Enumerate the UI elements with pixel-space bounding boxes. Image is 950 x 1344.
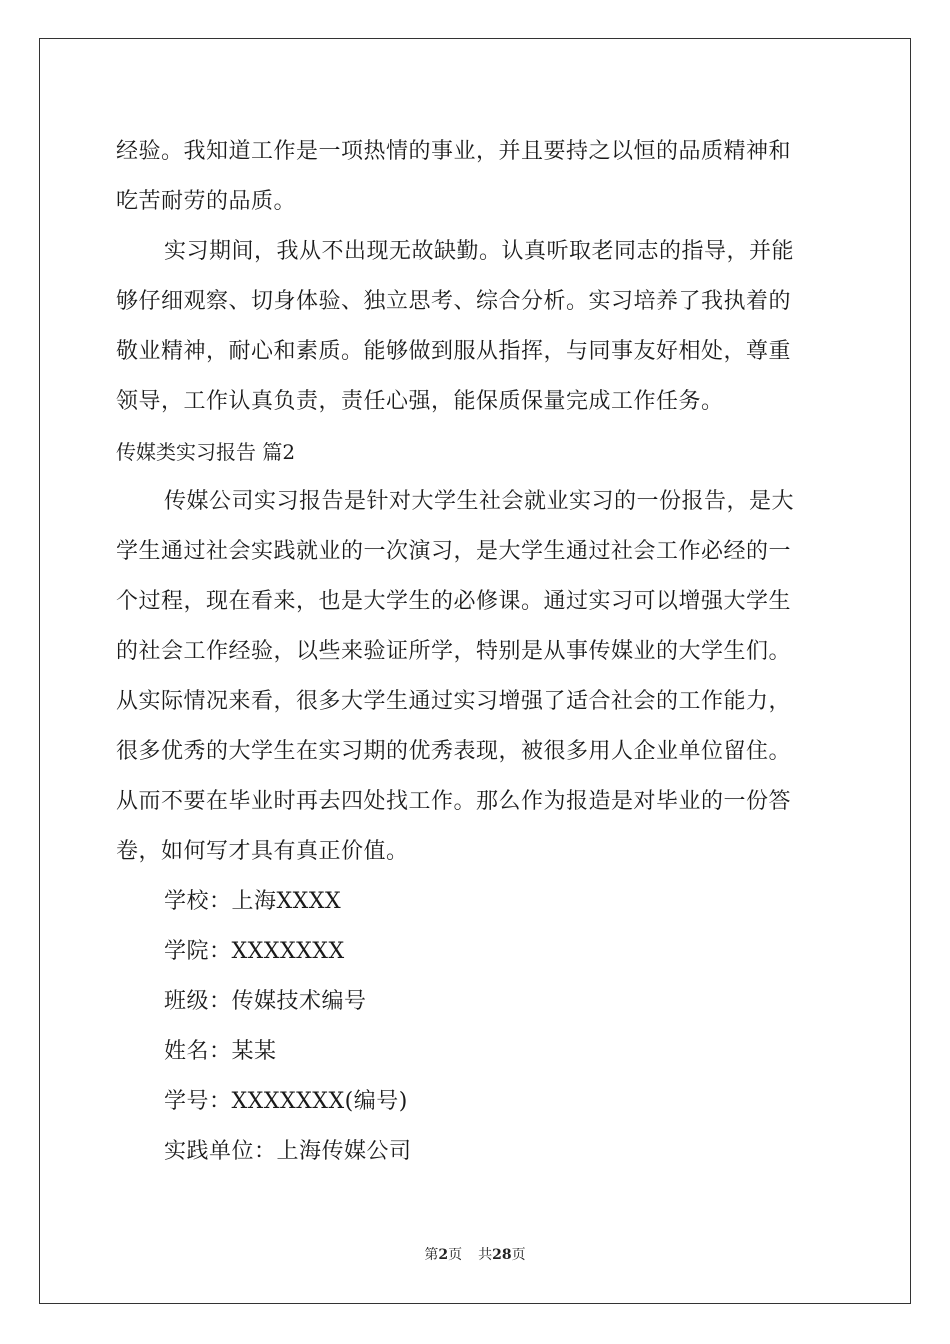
info-item-name: 姓名：某某 [164,1039,277,1064]
paragraph-line: 领导，工作认真负责，责任心强，能保质保量完成工作任务。 [116,389,724,414]
page-prefix: 第 [424,1247,439,1263]
paragraph-line: 敬业精神，耐心和素质。能够做到服从指挥，与同事友好相处，尊重 [116,339,792,364]
info-item-student-id: 学号：XXXXXXX(编号) [164,1089,408,1114]
paragraph-line: 学生通过社会实践就业的一次演习，是大学生通过社会工作必经的一 [116,539,792,564]
paragraph-line: 经验。我知道工作是一项热情的事业，并且要持之以恒的品质精神和 [116,139,792,164]
paragraph-line: 实习期间，我从不出现无故缺勤。认真听取老同志的指导，并能 [164,239,795,264]
info-item-college: 学院：XXXXXXX [164,939,345,964]
info-item-class: 班级：传媒技术编号 [164,989,367,1014]
paragraph-line: 个过程，现在看来，也是大学生的必修课。通过实习可以增强大学生 [116,589,792,614]
paragraph-line: 很多优秀的大学生在实习期的优秀表现，被很多用人企业单位留住。 [116,739,792,764]
paragraph-line: 从而不要在毕业时再去四处找工作。那么作为报造是对毕业的一份答 [116,789,792,814]
document-body [116,127,836,1177]
paragraph-line: 够仔细观察、切身体验、独立思考、综合分析。实习培养了我执着的 [116,289,792,314]
paragraph-line: 卷，如何写才具有真正价值。 [116,839,409,864]
page-number: 2 [438,1247,449,1263]
paragraph-line: 吃苦耐劳的品质。 [116,189,297,214]
page-footer [0,1244,950,1264]
paragraph-line: 从实际情况来看，很多大学生通过实习增强了适合社会的工作能力， [116,689,792,714]
total-pages: 28 [492,1247,512,1263]
paragraph-line: 的社会工作经验，以些来验证所学，特别是从事传媒业的大学生们。 [116,639,792,664]
total-suffix: 页 [511,1247,526,1263]
page-suffix: 页 [448,1247,463,1263]
section-heading: 传媒类实习报告 篇2 [116,440,296,464]
info-item-practice-unit: 实践单位：上海传媒公司 [164,1139,412,1164]
info-item-school: 学校：上海XXXX [164,889,342,914]
total-prefix: 共 [478,1247,493,1263]
paragraph-line: 传媒公司实习报告是针对大学生社会就业实习的一份报告，是大 [164,489,795,514]
